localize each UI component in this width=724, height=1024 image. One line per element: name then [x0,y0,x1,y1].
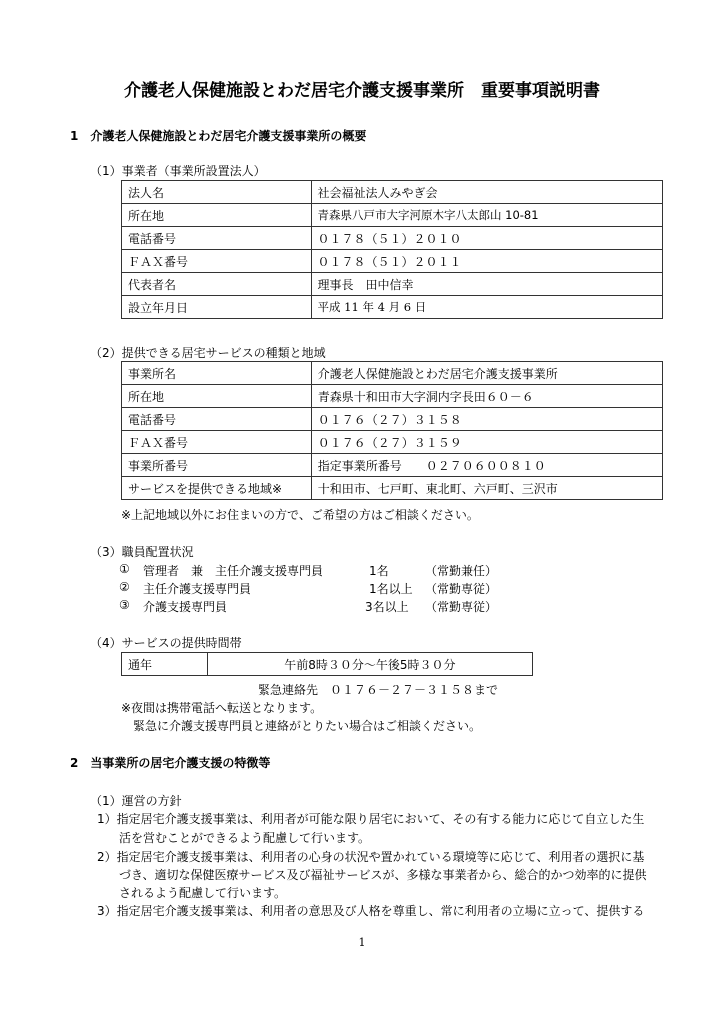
table-row [122,431,663,454]
value-cell: ０１７８（５１）２０１１ [311,250,663,273]
table-row [122,408,663,431]
period-label: 通年 [122,653,208,676]
label-cell: 代表者名 [122,273,312,296]
subsection3-heading: （3）職員配置状況 [90,545,194,559]
value-cell: 指定事業所番号 ０２７０６００８１０ [311,454,662,477]
value-cell: 介護老人保健施設とわだ居宅介護支援事業所 [311,362,662,385]
policy-line: 3）指定居宅介護支援事業は、利用者の意思及び人格を尊重し、常に利用者の立場に立って、提供する [97,904,645,918]
label-cell: 法人名 [122,181,312,204]
staff-type: （常勤兼任） [425,564,498,578]
policy-line: 2）指定居宅介護支援事業は、利用者の心身の状況や置かれている環境等に応じて、利用者の選択に基 [97,850,645,864]
label-cell: 設立年月日 [122,296,312,319]
page-number: 1 [358,936,366,949]
section1-heading: 1 介護老人保健施設とわだ居宅介護支援事業所の概要 [70,129,367,143]
staff-count: 1名 [369,564,389,578]
urgent-note: 緊急に介護支援専門員と連絡がとりたい場合はご相談ください。 [133,719,482,733]
area-note: ※上記地域以外にお住まいの方で、ご希望の方はご相談ください。 [121,508,479,522]
label-cell: 電話番号 [122,408,312,431]
value-cell: 青森県十和田市大字洞内字長田６０－６ [311,385,662,408]
value-cell: 社会福祉法人みやぎ会 [311,181,663,204]
staff-type: （常勤専従） [425,582,498,596]
value-cell: ０１７６（２７）３１５９ [311,431,662,454]
office-table [121,361,663,500]
table-row [122,204,663,227]
label-cell: ＦＡＸ番号 [122,431,312,454]
table-row [122,181,663,204]
label-cell: 所在地 [122,385,312,408]
table-row [122,227,663,250]
subsection4-heading: （4）サービスの提供時間帯 [90,636,242,650]
label-cell: 事業所名 [122,362,312,385]
policy-line: づき、適切な保健医療サービス及び福祉サービスが、多様な事業者から、総合的かつ効率的に提供 [119,868,647,882]
section2-heading: 2 当事業所の居宅介護支援の特徴等 [70,756,271,770]
hours-table [121,652,533,676]
table-row [122,273,663,296]
table-row [122,362,663,385]
value-cell: 平成 11 年 4 月 6 日 [311,296,663,319]
staff-type: （常勤専従） [425,600,498,614]
night-note: ※夜間は携帯電話へ転送となります。 [121,701,323,715]
table-row [122,477,663,500]
value-cell: 十和田市、七戸町、東北町、六戸町、三沢市 [311,477,662,500]
staff-num: ① [119,562,130,576]
table-row [122,454,663,477]
staff-count: 1名以上 [369,582,413,596]
value-cell: 青森県八戸市大字河原木字八太郎山 10-81 [311,204,663,227]
staff-role: 主任介護支援専門員 [143,582,252,596]
policy-heading: （1）運営の方針 [90,794,182,808]
label-cell: ＦＡＸ番号 [122,250,312,273]
policy-line: されるよう配慮して行います。 [119,886,287,900]
label-cell: 所在地 [122,204,312,227]
value-cell: ０１７６（２７）３１５８ [311,408,662,431]
label-cell: 電話番号 [122,227,312,250]
policy-line: 活を営むことができるよう配慮して行います。 [119,831,371,845]
emergency-contact: 緊急連絡先 ０１７６－２７－３１５８まで [258,683,499,697]
staff-role: 管理者 兼 主任介護支援専門員 [143,564,324,578]
policy-line: 1）指定居宅介護支援事業は、利用者が可能な限り居宅において、その有する能力に応じて自立した生 [97,812,645,826]
corporation-table [121,180,663,319]
hours-value: 午前8時３０分～午後5時３０分 [207,653,532,676]
subsection2-heading: （2）提供できる居宅サービスの種類と地域 [90,346,326,360]
table-row [122,250,663,273]
document-title: 介護老人保健施設とわだ居宅介護支援事業所 重要事項説明書 [124,81,600,101]
staff-count: 3名以上 [365,600,409,614]
staff-num: ② [119,580,130,594]
subsection1-heading: （1）事業者（事業所設置法人） [90,164,266,178]
staff-role: 介護支援専門員 [143,600,228,614]
label-cell: サービスを提供できる地域※ [122,477,312,500]
table-row [122,653,533,676]
label-cell: 事業所番号 [122,454,312,477]
value-cell: ０１７８（５１）２０１０ [311,227,663,250]
table-row [122,385,663,408]
table-row [122,296,663,319]
value-cell: 理事長 田中信幸 [311,273,663,296]
staff-num: ③ [119,598,130,612]
